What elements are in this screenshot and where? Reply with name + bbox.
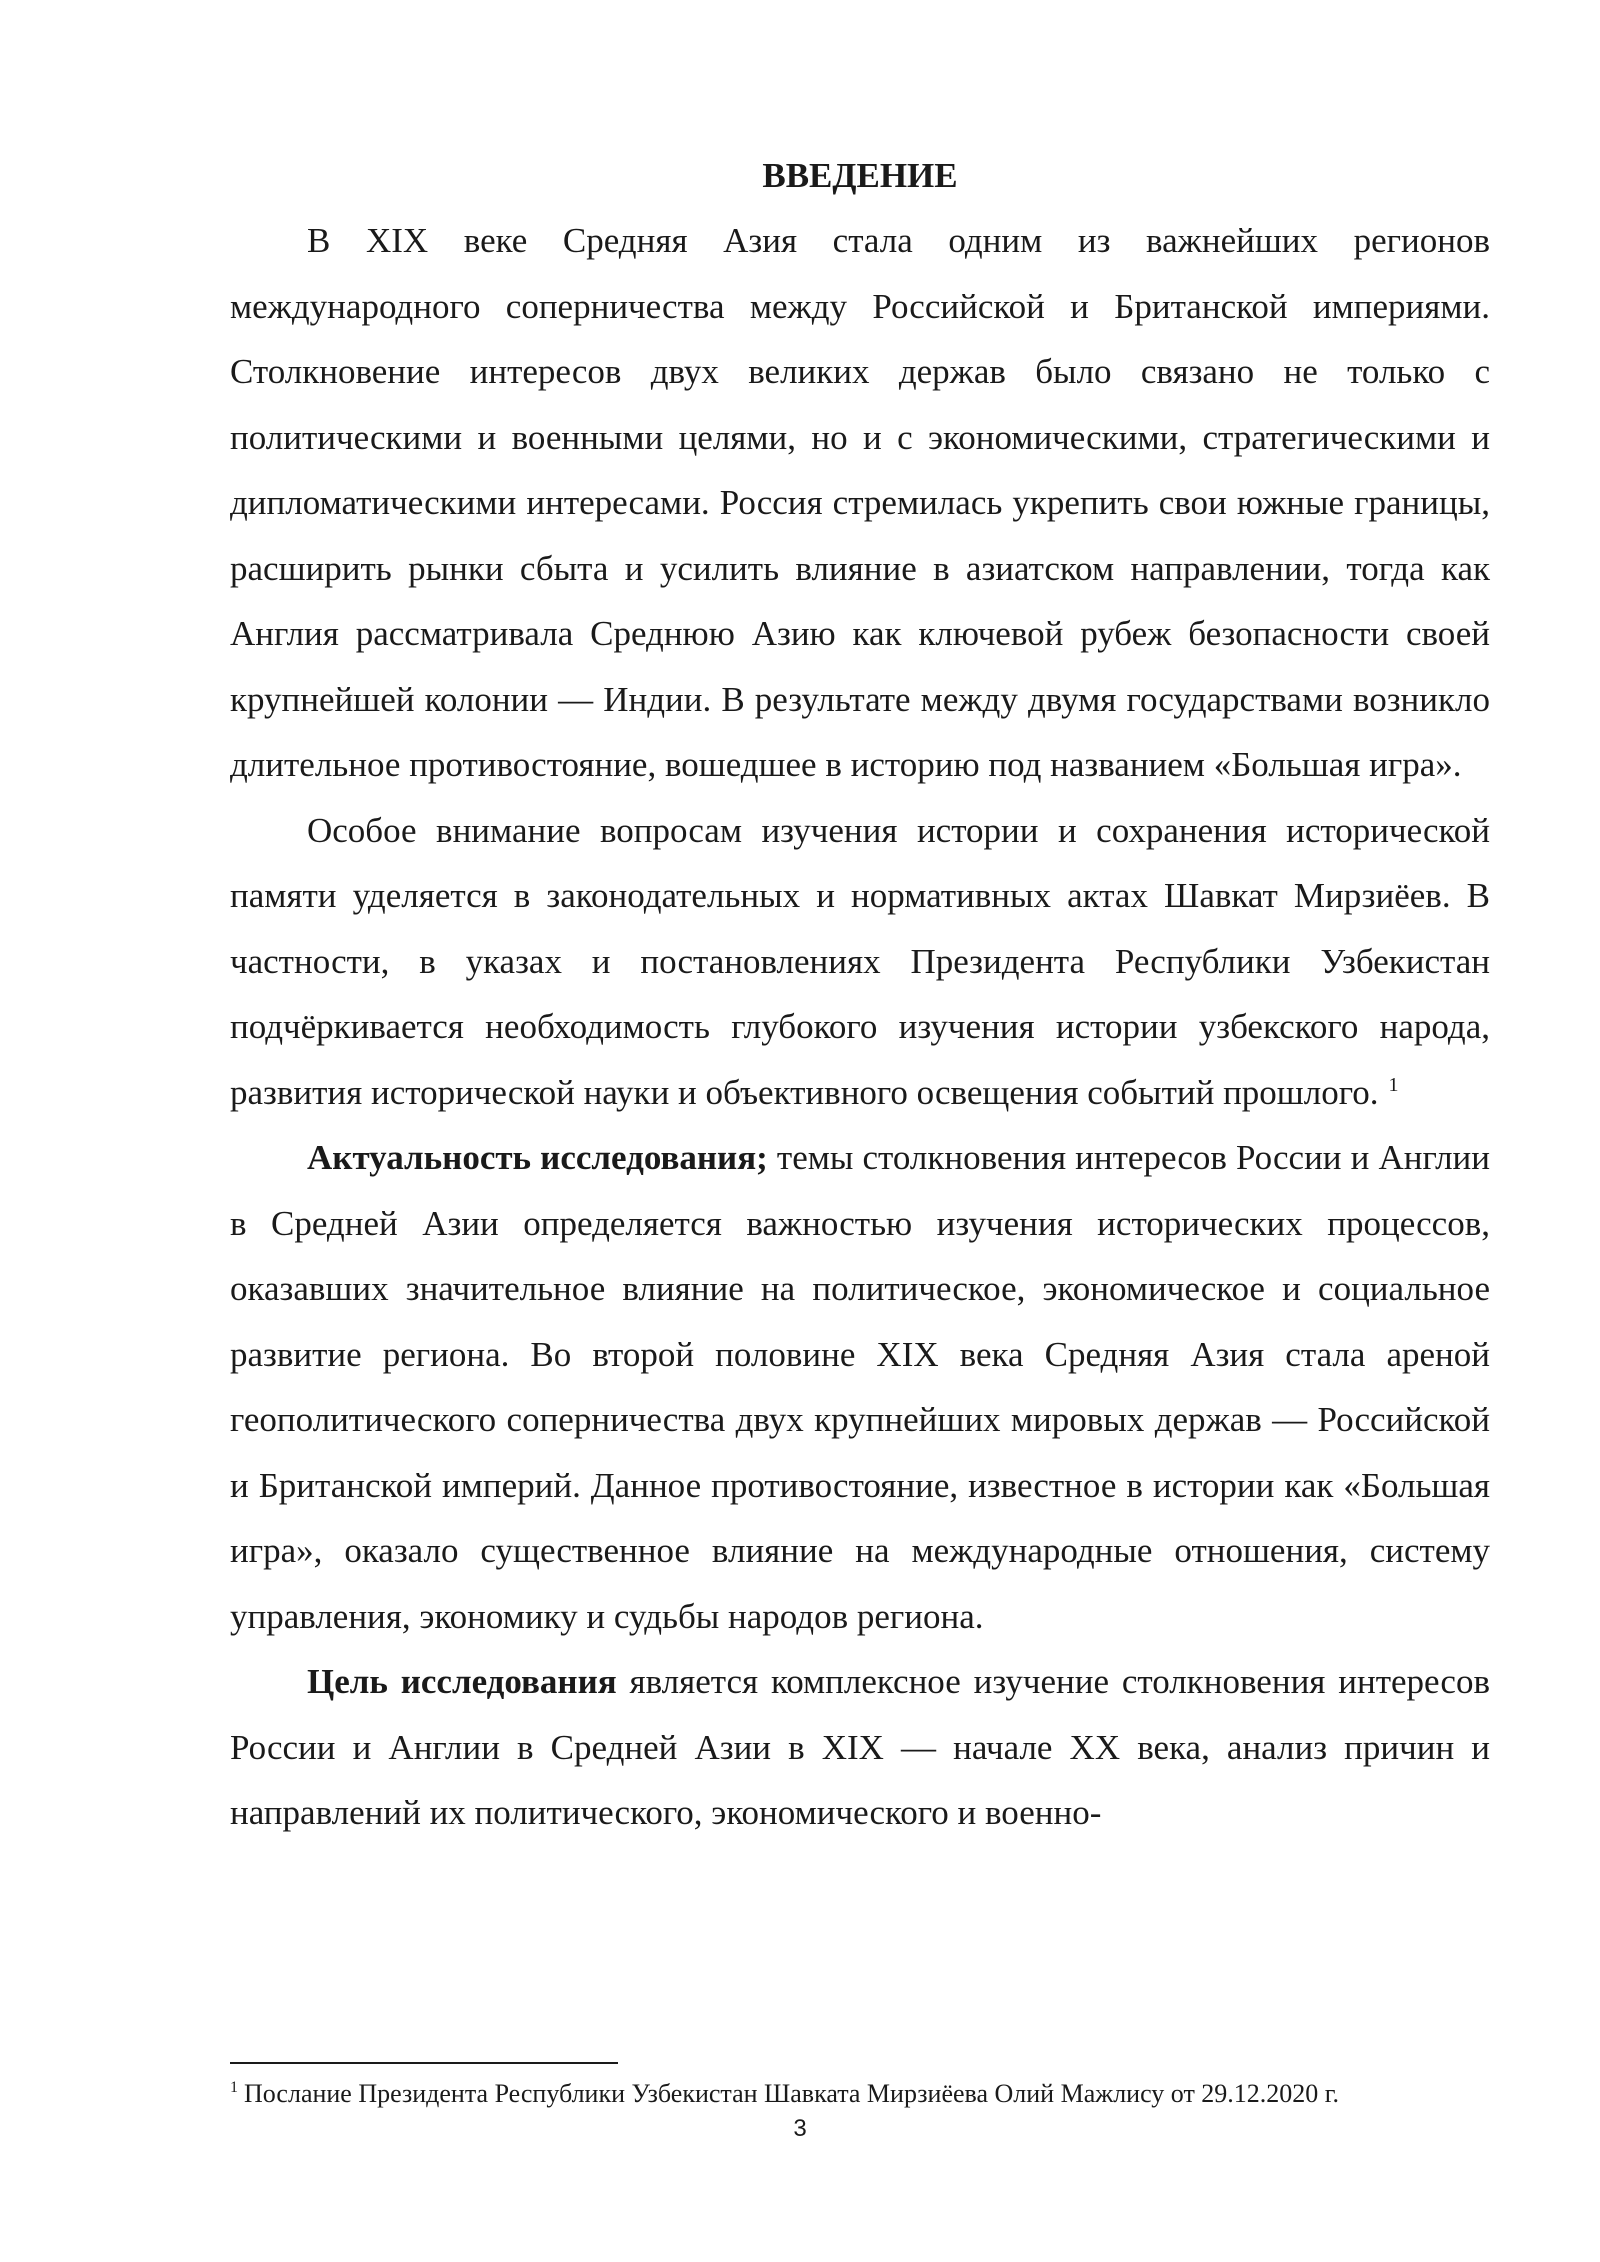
paragraph-goal-text: является комплексное изучение столкновения интересов России и Англии в Средней Азии в XIX — начале XX века, анализ причин и направлений их политического, экономического и военно- [230, 1662, 1490, 1832]
footnote-mark: 1 [230, 2079, 238, 2097]
footnote [230, 2078, 1490, 2110]
footnote-separator [230, 2062, 618, 2064]
paragraph-intro-text: В XIX веке Средняя Азия стала одним из важнейших регионов международного соперничества между Российской и Британской империями. Столкновение интересов двух великих держав было связано не только с политическими и военными целями, но и с экономическими, стратегическими и дипломатическими интересами. Россия стремилась укрепить свои южные границы, расширить рынки сбыта и усилить влияние в азиатском направлении, тогда как Англия рассматривала Среднюю Азию как ключевой рубеж безопасности своей крупнейшей колонии — Индии. В результате между двумя государствами возникло длительное противостояние, вошедшее в историю под названием «Большая игра». [230, 221, 1490, 784]
section-title: ВВЕДЕНИЕ [762, 156, 958, 195]
paragraph-goal [230, 1649, 1490, 1846]
footnote-reference[interactable]: 1 [1388, 1073, 1399, 1096]
paragraph-relevance-text: темы столкновения интересов России и Англии в Средней Азии определяется важностью изучения исторических процессов, оказавших значительное влияние на политическое, экономическое и социальное развитие региона. Во второй половине XIX века Средняя Азия стала ареной геополитического соперничества двух крупнейших мировых держав — Российской и Британской империй. Данное противостояние, известное в истории как «Большая игра», оказало существенное влияние на международные отношения, систему управления, экономику и судьбы народов региона. [230, 1138, 1491, 1636]
goal-heading: Цель исследования [307, 1662, 617, 1701]
paragraph-relevance [230, 1125, 1490, 1649]
footnote-text: Послание Президента Республики Узбекистан Шавката Мирзиёева Олий Мажлису от 29.12.2020 г. [244, 2079, 1340, 2108]
paragraph-historical-memory [230, 798, 1490, 1126]
page-number: 3 [793, 2115, 807, 2142]
paragraph-historical-memory-text: Особое внимание вопросам изучения истории и сохранения исторической памяти уделяется в законодательных и нормативных актах Шавкат Мирзиёев. В частности, в указах и постановлениях Президента Республики Узбекистан подчёркивается необходимость глубокого изучения истории узбекского народа, развития исторической науки и объективного освещения событий прошлого. [230, 810, 1490, 1112]
relevance-heading: Актуальность исследования; [307, 1138, 768, 1177]
paragraph-intro [230, 208, 1490, 798]
body-text [230, 208, 1490, 1846]
